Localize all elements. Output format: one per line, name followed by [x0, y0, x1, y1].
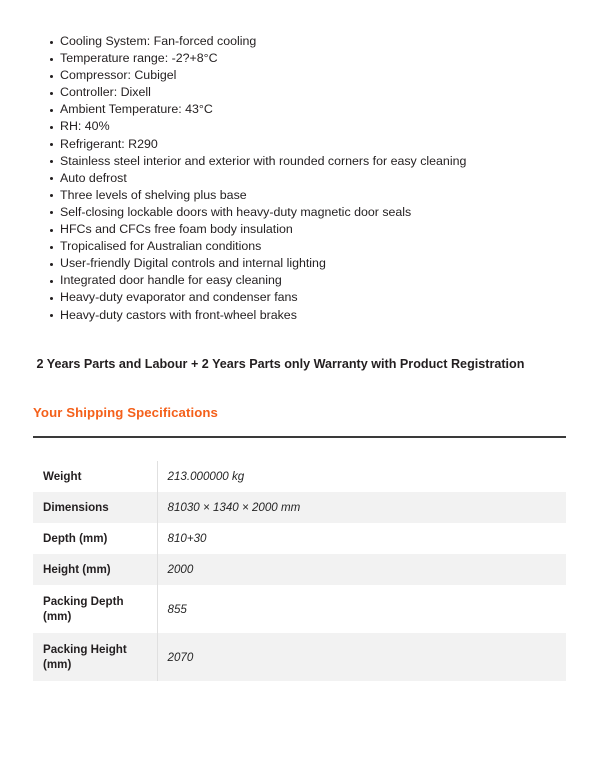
- list-item: RH: 40%: [33, 118, 567, 135]
- spec-value: 213.000000 kg: [167, 470, 245, 483]
- spec-value: 810+30: [167, 532, 207, 545]
- list-item: Controller: Dixell: [33, 84, 567, 101]
- spec-label: Packing Height (mm): [33, 633, 157, 681]
- list-item: Stainless steel interior and exterior with rounded corners for easy cleaning: [33, 153, 567, 170]
- list-item: Three levels of shelving plus base: [33, 187, 567, 204]
- table-row: [33, 523, 566, 554]
- table-row: [33, 554, 566, 585]
- page-title: Your Shipping Specifications: [33, 405, 218, 420]
- spec-label: Height (mm): [33, 554, 157, 585]
- list-item: Ambient Temperature: 43°C: [33, 101, 567, 118]
- product-feature-list: [33, 33, 567, 324]
- list-item: HFCs and CFCs free foam body insulation: [33, 221, 567, 238]
- list-item: Tropicalised for Australian conditions: [33, 238, 567, 255]
- list-item: Temperature range: -2?+8°C: [33, 50, 567, 67]
- table-row: [33, 461, 566, 492]
- table-row: [33, 585, 566, 633]
- list-item: Cooling System: Fan-forced cooling: [33, 33, 567, 50]
- spec-value: 81030 × 1340 × 2000 mm: [167, 501, 301, 514]
- list-item: Compressor: Cubigel: [33, 67, 567, 84]
- list-item: Auto defrost: [33, 170, 567, 187]
- spec-value: 2000: [167, 563, 194, 576]
- spec-label: Packing Depth (mm): [33, 585, 157, 633]
- spec-value: 855: [167, 602, 187, 616]
- warranty-statement: 2 Years Parts and Labour + 2 Years Parts only Warranty with Product Registration: [33, 357, 525, 371]
- list-item: Heavy-duty evaporator and condenser fans: [33, 289, 567, 306]
- list-item: Heavy-duty castors with front-wheel brakes: [33, 307, 567, 324]
- section-divider: [33, 436, 566, 438]
- shipping-specifications-table: [33, 461, 566, 681]
- spec-value: 2070: [167, 650, 194, 664]
- spec-label: Depth (mm): [33, 523, 157, 554]
- list-item: Integrated door handle for easy cleaning: [33, 272, 567, 289]
- table-row: [33, 633, 566, 681]
- list-item: User-friendly Digital controls and internal lighting: [33, 255, 567, 272]
- spec-label: Dimensions: [33, 492, 157, 523]
- list-item: Refrigerant: R290: [33, 136, 567, 153]
- list-item: Self-closing lockable doors with heavy-duty magnetic door seals: [33, 204, 567, 221]
- table-row: [33, 492, 566, 523]
- spec-label: Weight: [33, 461, 157, 492]
